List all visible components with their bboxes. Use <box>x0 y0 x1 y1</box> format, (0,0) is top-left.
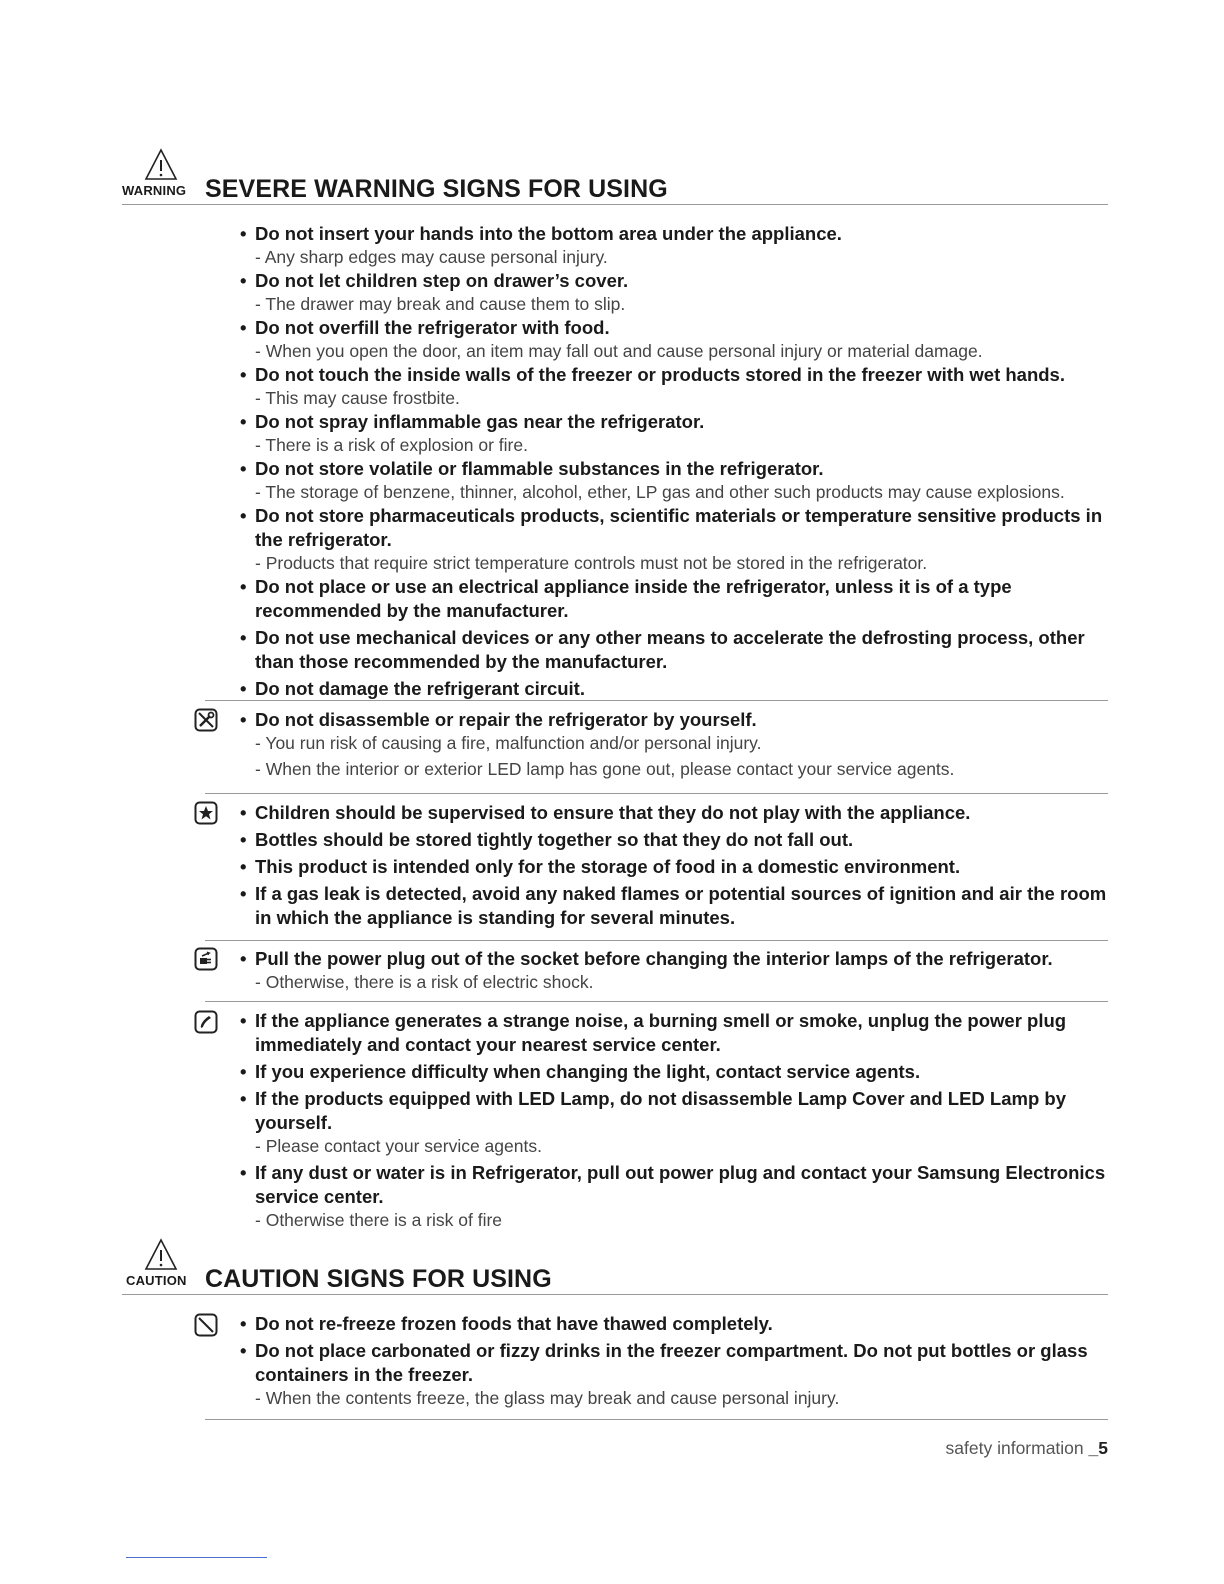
unplug-icon <box>194 947 218 971</box>
list-item: • If you experience difficulty when changing the light, contact service agents. <box>240 1060 1110 1084</box>
warning-tag: WARNING <box>122 183 187 198</box>
divider <box>205 940 1108 941</box>
star-icon <box>194 801 218 825</box>
list-item: • If any dust or water is in Refrigerator, pull out power plug and contact your Samsung Electronics service center. - Otherwise there is a risk of fire <box>240 1161 1110 1232</box>
warning-title: SEVERE WARNING SIGNS FOR USING <box>205 175 668 203</box>
phone-icon <box>194 1010 218 1034</box>
list-item: • This product is intended only for the storage of food in a domestic environment. <box>240 855 1110 879</box>
list-item: • If a gas leak is detected, avoid any naked flames or potential sources of ignition and air the room in which the appliance is standing for several minutes. <box>240 882 1110 930</box>
prohibited-icon <box>194 1313 218 1337</box>
list-item: • Do not overfill the refrigerator with food. - When you open the door, an item may fall out and cause personal injury or material damage. <box>240 316 1110 363</box>
page-number: _5 <box>1088 1438 1108 1458</box>
warning-heading <box>122 124 1108 205</box>
list-item: • Do not use mechanical devices or any other means to accelerate the defrosting process, other than those recommended by the manufacturer. <box>240 626 1110 674</box>
important-list <box>240 801 1110 930</box>
contact-list <box>240 1009 1110 1232</box>
list-item: • Do not damage the refrigerant circuit. <box>240 677 1110 701</box>
divider <box>205 1001 1108 1002</box>
list-item: • Do not insert your hands into the bottom area under the appliance. - Any sharp edges may cause personal injury. <box>240 222 1110 269</box>
warning-triangle-icon <box>144 148 178 182</box>
list-item: • Children should be supervised to ensure that they do not play with the appliance. <box>240 801 1110 825</box>
caution-title: CAUTION SIGNS FOR USING <box>205 1265 552 1293</box>
caution-list <box>240 1312 1110 1410</box>
divider <box>205 793 1108 794</box>
list-item: • Do not spray inflammable gas near the refrigerator. - There is a risk of explosion or fire. <box>240 410 1110 457</box>
list-item: • Do not place or use an electrical appliance inside the refrigerator, unless it is of a type recommended by the manufacturer. <box>240 575 1110 623</box>
caution-triangle-icon <box>144 1238 178 1272</box>
page-footer <box>946 1438 1108 1459</box>
list-item: • Bottles should be stored tightly together so that they do not fall out. <box>240 828 1110 852</box>
list-item: • Do not place carbonated or fizzy drinks in the freezer compartment. Do not put bottles or glass containers in the freezer. - When the contents freeze, the glass may break and cause personal injury. <box>240 1339 1110 1410</box>
caution-heading <box>122 1214 1108 1295</box>
list-item: • Do not store volatile or flammable substances in the refrigerator. - The storage of benzene, thinner, alcohol, ether, LP gas and other such products may cause explosions. <box>240 457 1110 504</box>
list-item: • Do not disassemble or repair the refrigerator by yourself. - You run risk of causing a fire, malfunction and/or personal injury. - When the interior or exterior LED lamp has gone out, please contact your service agents. <box>240 708 1110 781</box>
bottom-accent-line <box>126 1557 267 1558</box>
caution-tag: CAUTION <box>126 1273 187 1288</box>
footer-section-name: safety information <box>945 1438 1084 1458</box>
list-item: • If the appliance generates a strange noise, a burning smell or smoke, unplug the power plug immediately and contact your nearest service center. <box>240 1009 1110 1057</box>
list-item: • Do not touch the inside walls of the freezer or products stored in the freezer with wet hands. - This may cause frostbite. <box>240 363 1110 410</box>
divider <box>205 1419 1108 1420</box>
unplug-list <box>240 947 1110 994</box>
list-item: • Pull the power plug out of the socket before changing the interior lamps of the refrigerator. - Otherwise, there is a risk of electric shock. <box>240 947 1110 994</box>
divider <box>205 700 1108 701</box>
warning-list <box>240 222 1110 701</box>
list-item: • Do not re-freeze frozen foods that have thawed completely. <box>240 1312 1110 1336</box>
list-item: • If the products equipped with LED Lamp, do not disassemble Lamp Cover and LED Lamp by yourself. - Please contact your service agents. <box>240 1087 1110 1158</box>
list-item: • Do not store pharmaceuticals products, scientific materials or temperature sensitive products in the refrigerator. - Products that require strict temperature controls must not be stored in the refrigerator. <box>240 504 1110 575</box>
disassemble-list <box>240 708 1110 781</box>
list-item: • Do not let children step on drawer’s cover. - The drawer may break and cause them to slip. <box>240 269 1110 316</box>
no-disassembly-icon <box>194 708 218 732</box>
